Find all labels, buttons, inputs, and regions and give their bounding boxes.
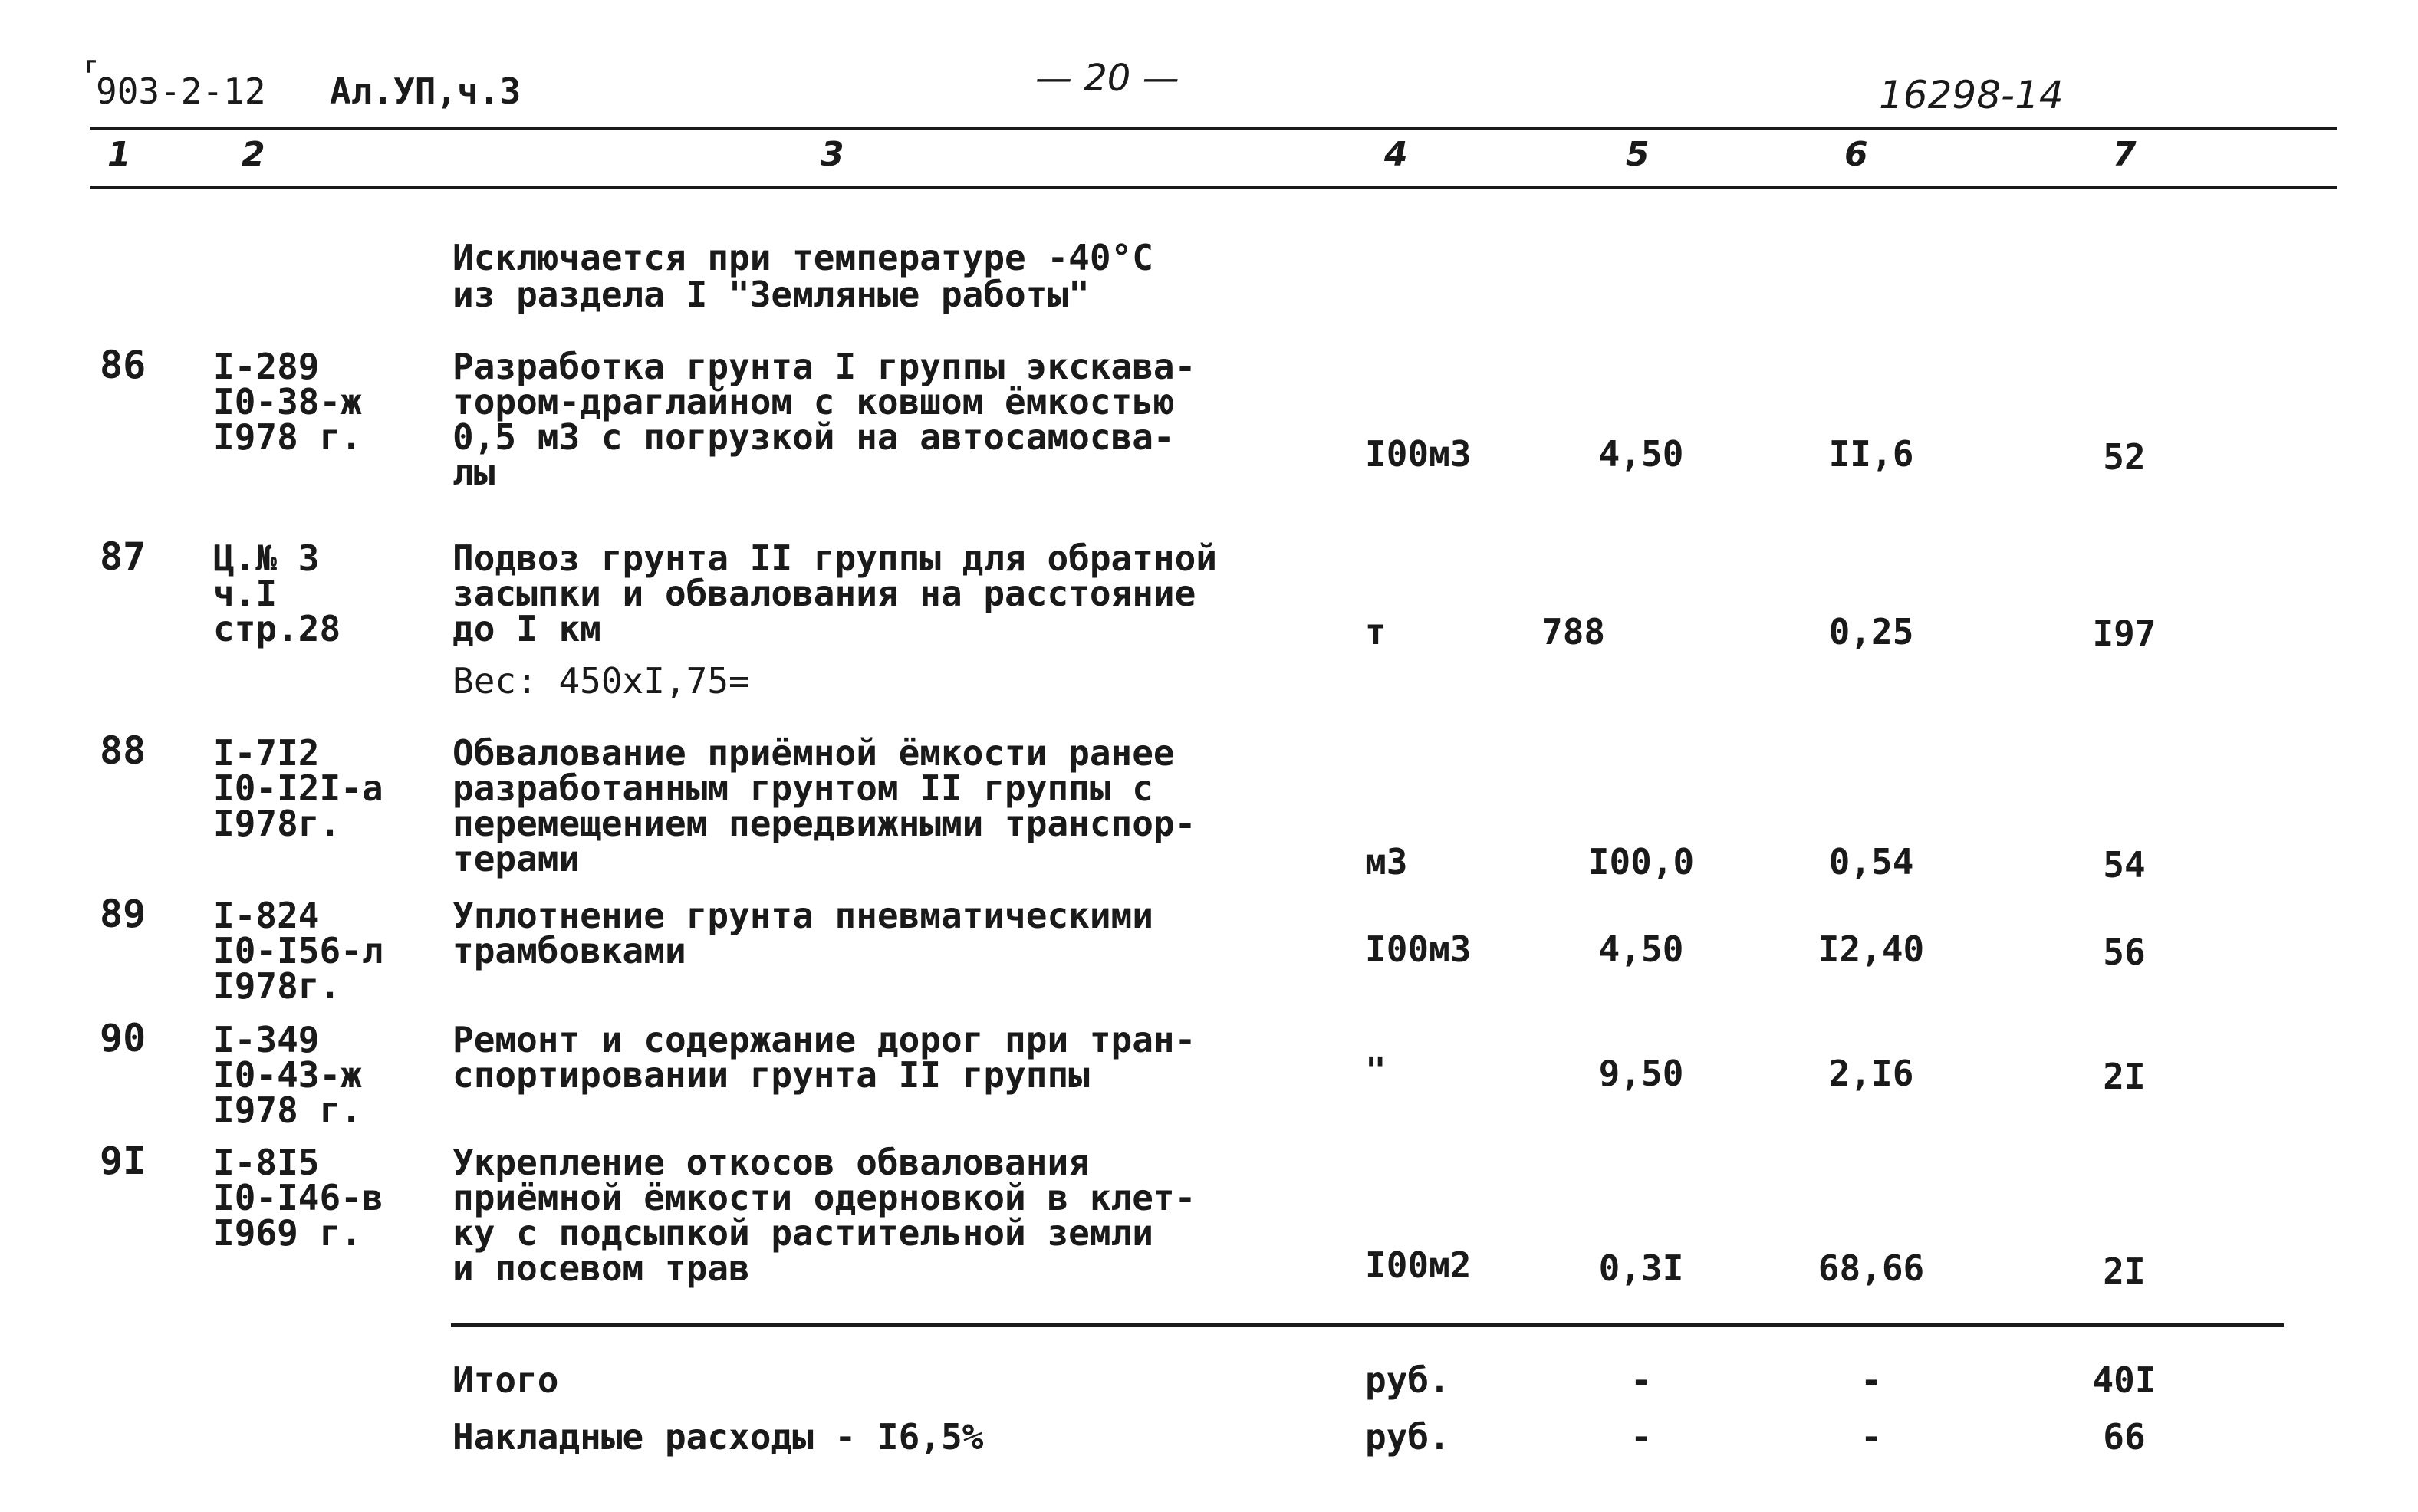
total-price: - <box>1860 1359 1882 1401</box>
row-price: 68,66 <box>1818 1247 1925 1289</box>
col-header-1: 1 <box>107 135 131 174</box>
row-desc: трамбовками <box>452 930 686 971</box>
total-qty: - <box>1630 1359 1652 1401</box>
row-desc: тором-драглайном с ковшом ёмкостью <box>452 381 1175 422</box>
total-label: Итого <box>452 1359 559 1401</box>
row-ref: ч.I <box>213 573 278 614</box>
row-unit: т <box>1365 611 1387 652</box>
row-unit: I00м3 <box>1365 433 1472 475</box>
row-qty: 9,50 <box>1598 1053 1684 1094</box>
row-desc: разработанным грунтом II группы с <box>452 768 1153 809</box>
col-header-5: 5 <box>1626 135 1650 174</box>
album-ref: Ал.УП,ч.3 <box>330 71 521 112</box>
row-desc: спортировании грунта II группы <box>452 1054 1090 1096</box>
row-number: 86 <box>100 343 146 387</box>
inventory-number: 16298-14 <box>1879 73 2064 117</box>
row-ref: стр.28 <box>213 608 341 649</box>
row-number: 87 <box>100 534 146 579</box>
header-rule-bottom <box>90 186 2337 189</box>
row-price: I2,40 <box>1818 929 1925 970</box>
row-ref: I0-I56-л <box>213 930 383 971</box>
row-ref: I978г. <box>213 803 341 844</box>
row-price: II,6 <box>1828 433 1914 475</box>
col-header-3: 3 <box>821 135 844 174</box>
row-ref: I0-I2I-а <box>213 768 383 809</box>
row-qty: 788 <box>1541 611 1606 652</box>
row-ref: I-824 <box>213 895 320 936</box>
row-unit: м3 <box>1365 841 1408 883</box>
row-qty: 4,50 <box>1598 433 1684 475</box>
overhead-unit: руб. <box>1365 1416 1450 1458</box>
row-ref: I969 г. <box>213 1212 362 1254</box>
row-unit: I00м3 <box>1365 929 1472 970</box>
page-number: — 20 — <box>1035 57 1179 100</box>
col-header-7: 7 <box>2113 135 2137 174</box>
row-total: 2I <box>2103 1251 2146 1292</box>
row-desc: засыпки и обвалования на расстояние <box>452 573 1196 614</box>
row-desc: Разработка грунта I группы экскава- <box>452 346 1196 387</box>
row-desc: Укрепление откосов обвалования <box>452 1142 1090 1183</box>
row-ref: Ц.№ 3 <box>213 537 320 579</box>
total-sum: 40I <box>2092 1359 2156 1401</box>
col-header-4: 4 <box>1384 135 1408 174</box>
row-ref: I978г. <box>213 965 341 1007</box>
row-ref: I-7I2 <box>213 732 320 774</box>
row-total: 56 <box>2103 932 2146 973</box>
doc-code: 903-2-12 <box>96 71 266 112</box>
row-ref: I978 г. <box>213 1090 362 1131</box>
row-qty: 0,3I <box>1598 1247 1684 1289</box>
row-ref: I978 г. <box>213 416 362 458</box>
row-total: 52 <box>2103 436 2146 478</box>
intro-line-1: Исключается при температуре -40°С <box>452 237 1153 278</box>
row-desc: Подвоз грунта II группы для обратной <box>452 537 1217 579</box>
row-ref: I0-43-ж <box>213 1054 362 1096</box>
row-price: 2,I6 <box>1828 1053 1914 1094</box>
row-ref: I0-I46-в <box>213 1177 383 1218</box>
row-price: 0,25 <box>1828 611 1914 652</box>
row-desc: Обвалование приёмной ёмкости ранее <box>452 732 1175 774</box>
row-desc: перемещением передвижными транспор- <box>452 803 1196 844</box>
row-ref: I-289 <box>213 346 320 387</box>
col-header-6: 6 <box>1844 135 1868 174</box>
row-desc: до I км <box>452 608 601 649</box>
row-ref: I-8I5 <box>213 1142 320 1183</box>
row-desc: терами <box>452 838 581 879</box>
row-number: 88 <box>100 728 146 773</box>
header-rule-top <box>90 127 2337 130</box>
weight-note: Вес: 450хI,75= <box>452 660 750 702</box>
overhead-label: Накладные расходы - I6,5% <box>452 1416 984 1458</box>
row-desc: 0,5 м3 с погрузкой на автосамосва- <box>452 416 1175 458</box>
row-total: 2I <box>2103 1056 2146 1097</box>
overhead-price: - <box>1860 1416 1882 1458</box>
col-header-2: 2 <box>242 135 265 174</box>
row-number: 90 <box>100 1016 146 1060</box>
row-desc: лы <box>452 452 495 493</box>
intro-line-2: из раздела I "Земляные работы" <box>452 274 1090 315</box>
overhead-sum: 66 <box>2103 1416 2146 1458</box>
row-unit: " <box>1365 1050 1387 1091</box>
overhead-qty: - <box>1630 1416 1652 1458</box>
row-ref: I0-38-ж <box>213 381 362 422</box>
row-qty: 4,50 <box>1598 929 1684 970</box>
total-unit: руб. <box>1365 1359 1450 1401</box>
totals-rule <box>451 1323 2284 1327</box>
row-number: 9I <box>100 1139 146 1183</box>
row-ref: I-349 <box>213 1019 320 1060</box>
row-desc: ку с подсыпкой растительной земли <box>452 1212 1153 1254</box>
row-desc: и посевом трав <box>452 1247 750 1289</box>
row-number: 89 <box>100 892 146 936</box>
row-price: 0,54 <box>1828 841 1914 883</box>
row-qty: I00,0 <box>1587 841 1695 883</box>
row-unit: I00м2 <box>1365 1244 1472 1286</box>
row-total: 54 <box>2103 844 2146 886</box>
corner-mark: г <box>84 52 99 79</box>
row-total: I97 <box>2092 613 2156 654</box>
row-desc: Уплотнение грунта пневматическими <box>452 895 1153 936</box>
row-desc: приёмной ёмкости одерновкой в клет- <box>452 1177 1196 1218</box>
row-desc: Ремонт и содержание дорог при тран- <box>452 1019 1196 1060</box>
